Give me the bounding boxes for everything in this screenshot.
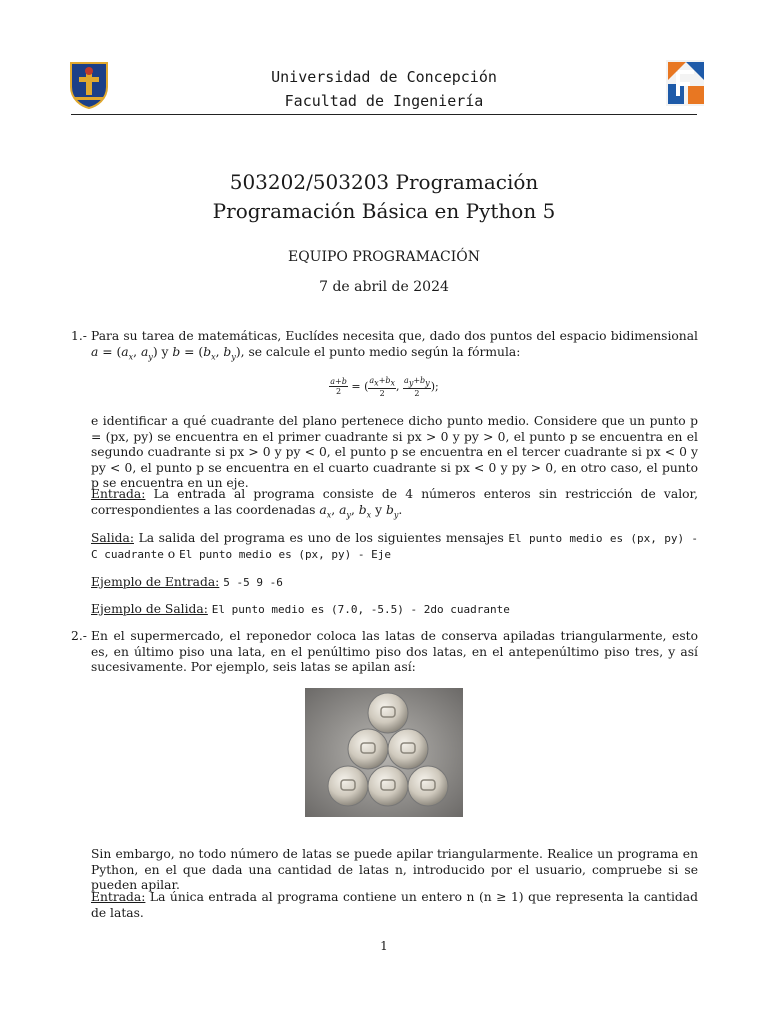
- problem-2-intro: En el supermercado, el reponedor coloca las latas de conserva apiladas triangularmente, esto es, en último piso una lata, en el penúltimo piso dos latas, en el antepenúltimo piso tres, y así sucesivamente. Por ejemplo, seis latas se apilan así:: [91, 629, 698, 674]
- problem-2-entrada: Entrada: La única entrada al programa contiene un entero n (n ≥ 1) que representa la cantidad de latas.: [91, 890, 698, 920]
- salida-message-quadrant: El punto medio es (px, py) - C cuadrante: [91, 532, 699, 561]
- problem-1-example-input: Ejemplo de Entrada: 5 -5 9 -6: [91, 575, 283, 589]
- can-row-top: [368, 693, 408, 733]
- document-title: Programación Básica en Python 5: [212, 199, 556, 223]
- team-name: EQUIPO PROGRAMACIÓN: [287, 249, 481, 265]
- salida-message-axis: El punto medio es (px, py) - Eje: [179, 547, 392, 561]
- header-rule: [71, 114, 697, 115]
- stacked-cans-image: [305, 688, 463, 821]
- can-row-bottom: [328, 766, 448, 806]
- page-number: 1: [380, 939, 388, 953]
- document-date: 7 de abril de 2024: [319, 279, 449, 295]
- problem-1-intro: Para su tarea de matemáticas, Euclídes necesita que, dado dos puntos del espacio bidimensional $a = (a_x$, $a_y$) y $b = (b_x$, $b_y$), se calcule el punto medio según la fórmula:: [91, 329, 698, 361]
- problem-2-body: Sin embargo, no todo número de latas se puede apilar triangularmente. Realice un programa en Python, en el que dada una cantidad de latas n, introducido por el usuario, compruebe si se pueden apilar.: [91, 847, 698, 892]
- problem-1-number: 1.-: [71, 329, 87, 343]
- problem-2-number: 2.-: [71, 629, 87, 643]
- problem-1-salida: Salida: La salida del programa es uno de los siguientes mensajes El punto medio es (px, py) - C cuadrante o El punto medio es (px, py) - Eje: [91, 531, 699, 561]
- course-title: 503202/503203 Programación: [229, 170, 539, 194]
- header-university: Universidad de Concepción: [271, 68, 497, 86]
- problem-1-example-output: Ejemplo de Salida: El punto medio es (7.0, -5.5) - 2do cuadrante: [91, 602, 510, 616]
- midpoint-formula: $\frac{a+b}{2}$ = ( $\frac{a_x+b_x}{2}$ , $\frac{a_y+b_y}{2}$ );: [330, 376, 439, 398]
- problem-1-body: e identificar a qué cuadrante del plano pertenece dicho punto medio. Considere que un punto p = (px, py) se encuentra en el primer cuadrante si px > 0 y py > 0, el punto p se encuentra en el segundo cuadrante si px > 0 y py < 0, el punto p se encuentra en el tercer cuadrante si px < 0 y py < 0, el punto p se encuentra en el cuarto cuadrante si px < 0 y py > 0, en otro caso, el punto p se encuentra en un eje.: [91, 414, 698, 490]
- problem-1-entrada: Entrada: La entrada al programa consiste de 4 números enteros sin restricción de valor, correspondientes a las coordenadas $a_x$, $a_y$, $b_x$ y $b_y$.: [91, 487, 698, 519]
- faculty-logo: [664, 58, 706, 112]
- header-faculty: Facultad de Ingeniería: [284, 92, 484, 110]
